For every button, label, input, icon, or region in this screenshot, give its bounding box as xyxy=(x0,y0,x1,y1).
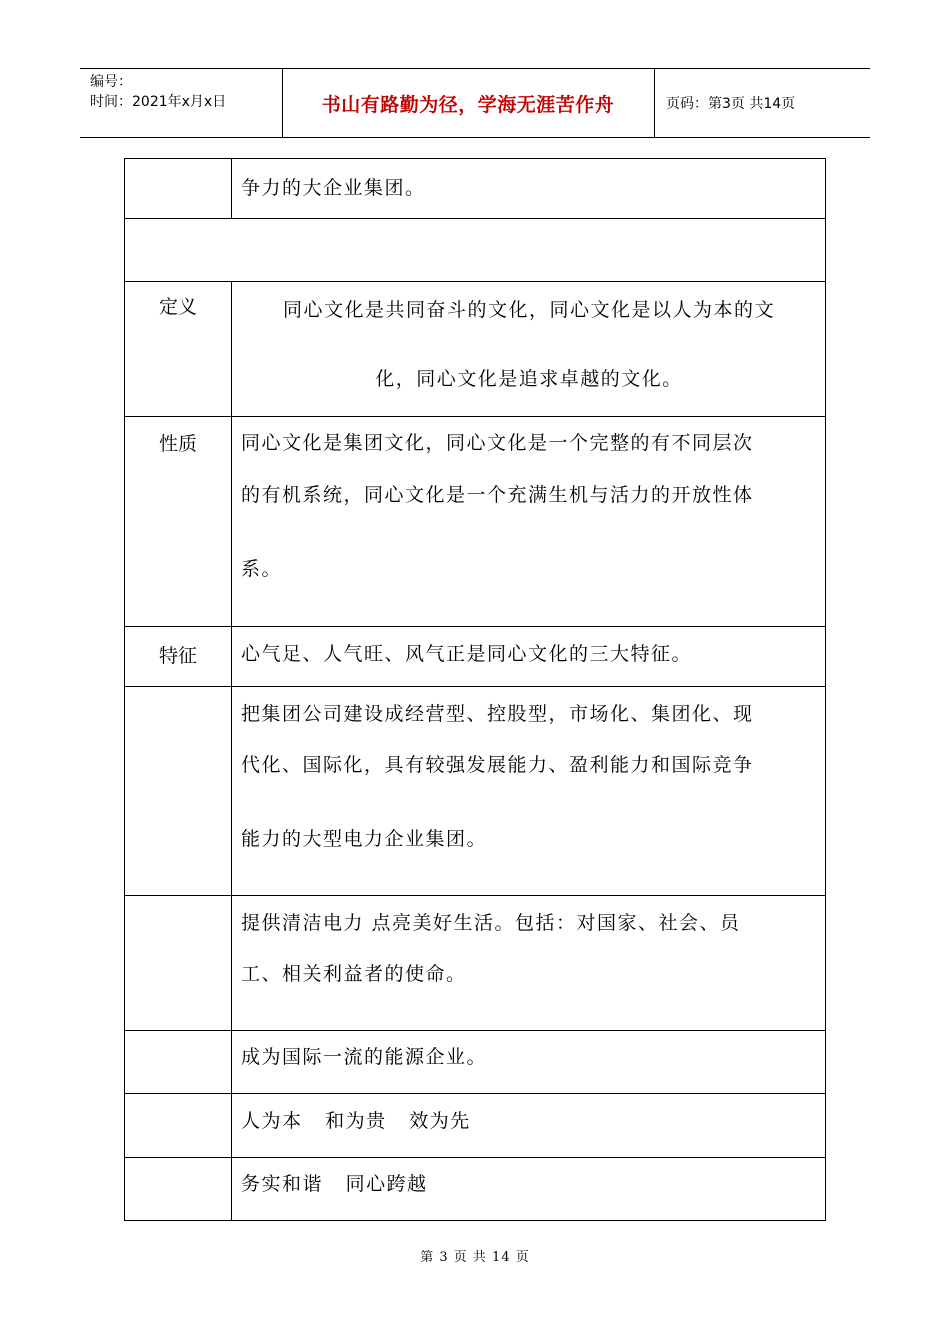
row-label xyxy=(125,1158,232,1221)
content-line: 的有机系统，同心文化是一个充满生机与活力的开放性体 xyxy=(241,484,754,506)
content-line: 把集团公司建设成经营型、控股型，市场化、集团化、现 xyxy=(241,703,754,725)
content-line: 提供清洁电力 点亮美好生活。包括：对国家、社会、员 xyxy=(241,912,741,934)
table-row-vision xyxy=(125,1031,826,1094)
table-row-empty xyxy=(125,219,826,282)
content-line: 系。 xyxy=(241,558,283,580)
content-line: 工、相关利益者的使命。 xyxy=(241,963,467,985)
content-line: 争力的大企业集团。 xyxy=(241,177,426,199)
content-line: 代化、国际化，具有较强发展能力、盈利能力和国际竞争 xyxy=(241,754,754,776)
row-label xyxy=(125,1094,232,1158)
content-line: 务实和谐 同心跨越 xyxy=(241,1173,428,1195)
header-meta xyxy=(90,72,226,112)
content-line: 同心文化是共同奋斗的文化，同心文化是以人为本的文 xyxy=(282,299,775,321)
page-header xyxy=(80,68,870,138)
table-row xyxy=(125,159,826,219)
table-row-goal xyxy=(125,687,826,896)
header-divider xyxy=(654,69,655,137)
culture-table xyxy=(124,158,826,1221)
row-label-feature: 特征 xyxy=(125,627,232,687)
content-line: 同心文化是集团文化，同心文化是一个完整的有不同层次 xyxy=(241,432,754,454)
row-content xyxy=(232,159,826,219)
table-row-mission xyxy=(125,896,826,1031)
row-content-values xyxy=(232,1094,826,1158)
row-content-goal xyxy=(232,687,826,896)
row-content-spirit xyxy=(232,1158,826,1221)
row-label-definition: 定义 xyxy=(125,282,232,417)
row-label xyxy=(125,159,232,219)
time-label: 时间：2021年x月x日 xyxy=(90,94,227,110)
row-label xyxy=(125,896,232,1031)
empty-cell xyxy=(125,219,826,282)
content-line: 心气足、人气旺、风气正是同心文化的三大特征。 xyxy=(241,643,693,665)
row-content-mission xyxy=(232,896,826,1031)
table-row-values xyxy=(125,1094,826,1158)
table-row-definition xyxy=(125,282,826,417)
row-content-feature xyxy=(232,627,826,687)
table-row-feature xyxy=(125,627,826,687)
content-line: 人为本 和为贵 效为先 xyxy=(241,1110,471,1132)
row-label xyxy=(125,1031,232,1094)
content-line: 能力的大型电力企业集团。 xyxy=(241,828,488,850)
header-page-info: 页码：第3页 共14页 xyxy=(666,96,796,112)
row-content-vision xyxy=(232,1031,826,1094)
table-row-nature xyxy=(125,417,826,627)
row-label-nature: 性质 xyxy=(125,417,232,627)
table-row-spirit xyxy=(125,1158,826,1221)
page-footer: 第 3 页 共 14 页 xyxy=(420,1250,530,1265)
content-line: 成为国际一流的能源企业。 xyxy=(241,1046,488,1068)
number-label: 编号： xyxy=(90,74,132,90)
row-content-nature xyxy=(232,417,826,627)
content-line: 化，同心文化是追求卓越的文化。 xyxy=(375,368,683,390)
row-label xyxy=(125,687,232,896)
row-content-definition xyxy=(232,282,826,417)
header-motto: 书山有路勤为径，学海无涯苦作舟 xyxy=(321,93,615,116)
